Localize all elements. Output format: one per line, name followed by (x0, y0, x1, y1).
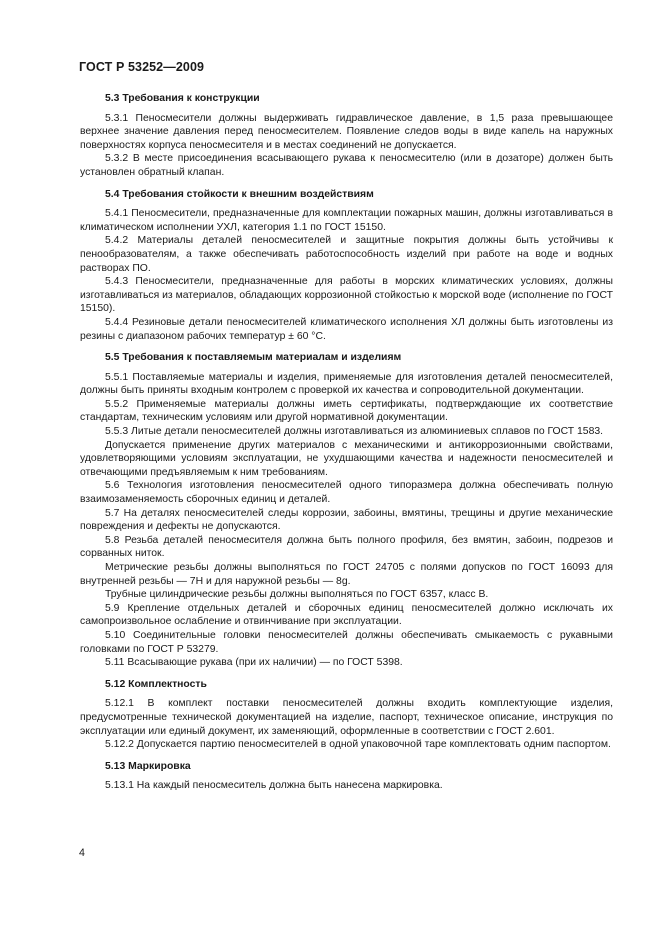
paragraph-5-12-1: 5.12.1 В комплект поставки пеносмесителей должны входить комплектующие изделия, предусмотренные технической документацией на изделие, паспорт, техническое описание, инструкция по эксплуатации или единый документ, их заменяющий, оформленные в соответствии с ГОСТ 2.601. (80, 698, 613, 737)
paragraph-5-8-metric: Метрические резьбы должны выполняться по ГОСТ 24705 с полями допусков по ГОСТ 16093 для внутренней резьбы — 7Н и для наружной резьбы — 8g. (80, 562, 613, 587)
paragraph-5-5-3: 5.5.3 Литые детали пеносмесителей должны изготавливаться из алюминиевых сплавов по ГОСТ 1583. (105, 426, 604, 438)
paragraph-5-5-3-note: Допускается применение других материалов с механическими и антикоррозионными свойствами, удовлетворяющими условиям эксплуатации, не ухудшающими качества и надежности пеносмесителей и отвечающими предъявляемым к ним требованиям. (80, 439, 613, 478)
paragraph-5-10: 5.10 Соединительные головки пеносмесителей должны обеспечивать смыкаемость с рукавными головками по ГОСТ Р 53279. (80, 629, 613, 655)
paragraph-5-5-1: 5.5.1 Поставляемые материалы и изделия, применяемые для изготовления деталей пеносмесителей, должны быть приняты входным контролем с проверкой их качества и сопроводительной документации. (80, 371, 613, 397)
section-heading-5-4: 5.4 Требования стойкости к внешним воздействиям (105, 188, 374, 200)
paragraph-5-6: 5.6 Технология изготовления пеносмесителей одного типоразмера должна обеспечивать полную взаимозаменяемость сборочных единиц и деталей. (80, 480, 613, 506)
paragraph-5-4-1: 5.4.1 Пеносмесители, предназначенные для комплектации пожарных машин, должны изготавливаться в климатическом исполнении УХЛ, категория 1.1 по ГОСТ 15150. (80, 208, 613, 233)
section-heading-5-3: 5.3 Требования к конструкции (105, 93, 260, 104)
paragraph-5-13-1: 5.13.1 На каждый пеносмеситель должна быть нанесена маркировка. (105, 780, 443, 792)
paragraph-5-8: 5.8 Резьба деталей пеносмесителя должна быть полного профиля, без вмятин, забоин, подрезов и сорванных ниток. (80, 534, 613, 560)
paragraph-5-4-4: 5.4.4 Резиновые детали пеносмесителей климатического исполнения ХЛ должны быть изготовлены из резины с диапазоном рабочих температур ± 60 °С. (80, 316, 613, 342)
paragraph-5-8-pipe: Трубные цилиндрические резьбы должны выполняться по ГОСТ 6357, класс В. (105, 589, 489, 601)
section-heading-5-12: 5.12 Комплектность (105, 678, 207, 690)
paragraph-5-3-2: 5.3.2 В месте присоединения всасывающего рукава к пеносмесителю (или в дозаторе) должен быть установлен обратный клапан. (80, 153, 613, 178)
paragraph-5-12-2: 5.12.2 Допускается партию пеносмесителей в одной упаковочной таре комплектовать одним паспортом. (105, 739, 611, 751)
paragraph-5-5-2: 5.5.2 Применяемые материалы должны иметь сертификаты, подтверждающие их соответствие стандартам, техническим условиям или другой нормативной документации. (80, 398, 613, 424)
paragraph-5-4-3: 5.4.3 Пеносмесители, предназначенные для работы в морских климатических условиях, должны изготавливаться из материалов, обладающих коррозионной стойкостью к морской воде (исполнение по ГОСТ 15150). (80, 276, 613, 315)
page-number: 4 (79, 847, 85, 859)
paragraph-5-3-1: 5.3.1 Пеносмесители должны выдерживать гидравлическое давление, в 1,5 раза превышающее верхнее значение давления перед пеносмесителем. Появление следов воды в виде капель на наружных поверхностях корпуса пеносмесителя и в местах соединений не допускается. (80, 112, 613, 151)
paragraph-5-7: 5.7 На деталях пеносмесителей следы коррозии, забоины, вмятины, трещины и другие механические повреждения и дефекты не допускаются. (80, 507, 613, 533)
paragraph-5-4-2: 5.4.2 Материалы деталей пеносмесителей и защитные покрытия должны быть устойчивы к пенообразователям, а также обеспечивать работоспособность изделий при работе на воде и водных растворах ПО. (80, 235, 613, 274)
standard-header: ГОСТ Р 53252—2009 (79, 60, 205, 74)
paragraph-5-11: 5.11 Всасывающие рукава (при их наличии) — по ГОСТ 5398. (105, 657, 403, 669)
section-heading-5-5: 5.5 Требования к поставляемым материалам и изделиям (105, 352, 402, 364)
document-body (80, 92, 613, 793)
paragraph-5-9: 5.9 Крепление отдельных деталей и сборочных единиц пеносмесителей должно исключать их самопроизвольное ослабление и отвинчивание при эксплуатации. (80, 602, 613, 628)
section-heading-5-13: 5.13 Маркировка (105, 760, 191, 772)
